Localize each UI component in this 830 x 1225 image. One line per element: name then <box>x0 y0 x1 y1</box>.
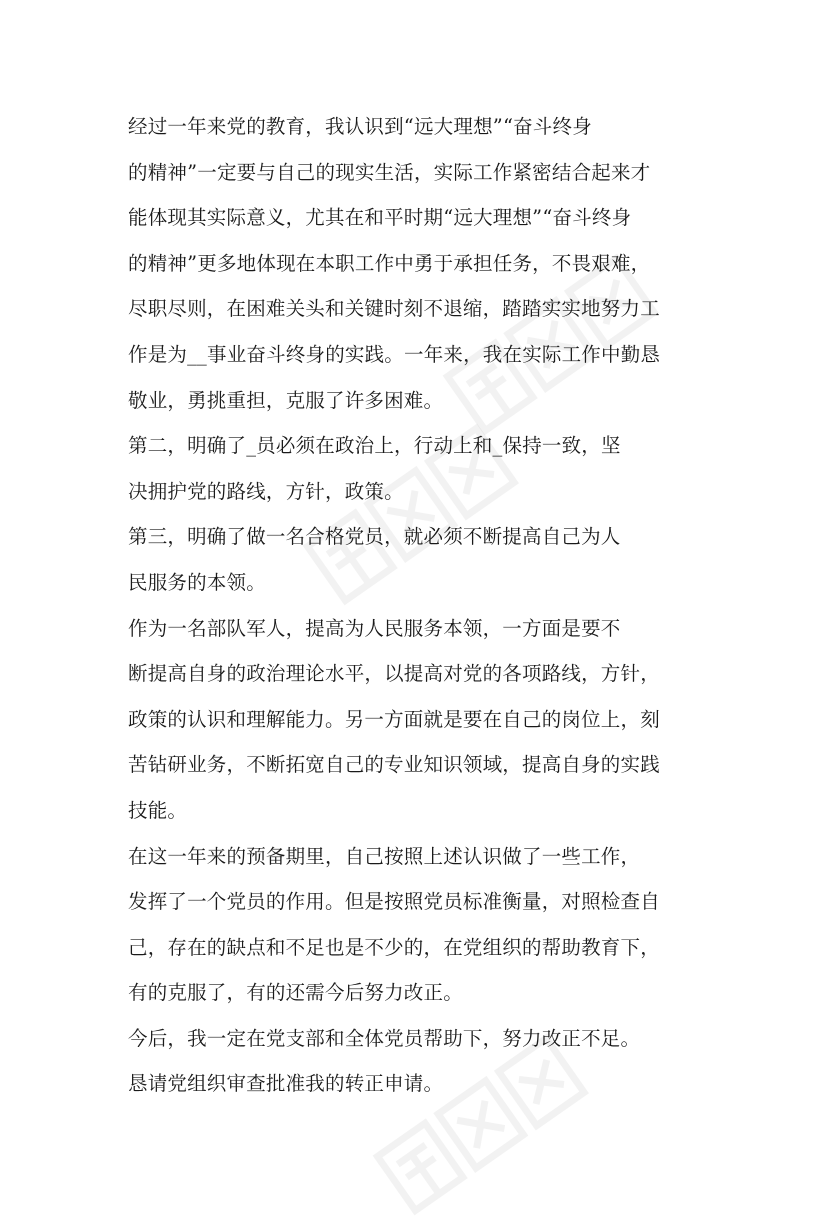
text-line: 断提高自身的政治理论水平，以提高对党的各项路线，方针， <box>128 662 660 686</box>
text-line: 在这一年来的预备期里，自己按照上述认识做了一些工作， <box>128 844 641 868</box>
text-line: 政策的认识和理解能力。另一方面就是要在自己的岗位上，刻 <box>128 707 660 731</box>
text-line: 的精神”一定要与自己的现实生活，实际工作紧密结合起来才 <box>128 160 651 184</box>
document-body <box>128 104 688 1107</box>
text-line: 决拥护党的路线，方针，政策。 <box>128 479 404 503</box>
text-line: 经过一年来党的教育，我认识到“远大理想”“奋斗终身 <box>128 115 592 138</box>
text-line: 第三，明确了做一名合格党员，就必须不断提高自己为人 <box>128 525 621 549</box>
text-line: 的精神”更多地体现在本职工作中勇于承担任务，不畏艰难， <box>128 251 651 275</box>
text-line: 尽职尽则，在困难关头和关键时刻不退缩，踏踏实实地努力工 <box>128 297 660 321</box>
text-line: 有的克服了，有的还需今后努力改正。 <box>128 981 463 1005</box>
text-line: 能体现其实际意义，尤其在和平时期“远大理想”“奋斗终身 <box>128 206 632 230</box>
text-line: 第二，明确了_员必须在政治上，行动上和_保持一致，坚 <box>128 434 621 458</box>
text-line: 作是为__事业奋斗终身的实践。一年来，我在实际工作中勤恳 <box>128 342 661 366</box>
text-line: 民服务的本领。 <box>128 570 266 594</box>
text-line: 恳请党组织审查批准我的转正申请。 <box>128 1072 444 1096</box>
text-line: 己，存在的缺点和不足也是不少的，在党组织的帮助教育下， <box>128 935 660 959</box>
text-line: 苦钻研业务，不断拓宽自己的专业知识领域，提高自身的实践 <box>128 753 660 777</box>
text-line: 作为一名部队军人，提高为人民服务本领，一方面是要不 <box>128 616 621 640</box>
text-line: 技能。 <box>128 798 188 822</box>
text-line: 发挥了一个党员的作用。但是按照党员标准衡量，对照检查自 <box>128 890 660 914</box>
text-line: 敬业，勇挑重担，克服了许多困难。 <box>128 388 444 412</box>
text-line: 今后，我一定在党支部和全体党员帮助下，努力改正不足。 <box>128 1026 641 1050</box>
